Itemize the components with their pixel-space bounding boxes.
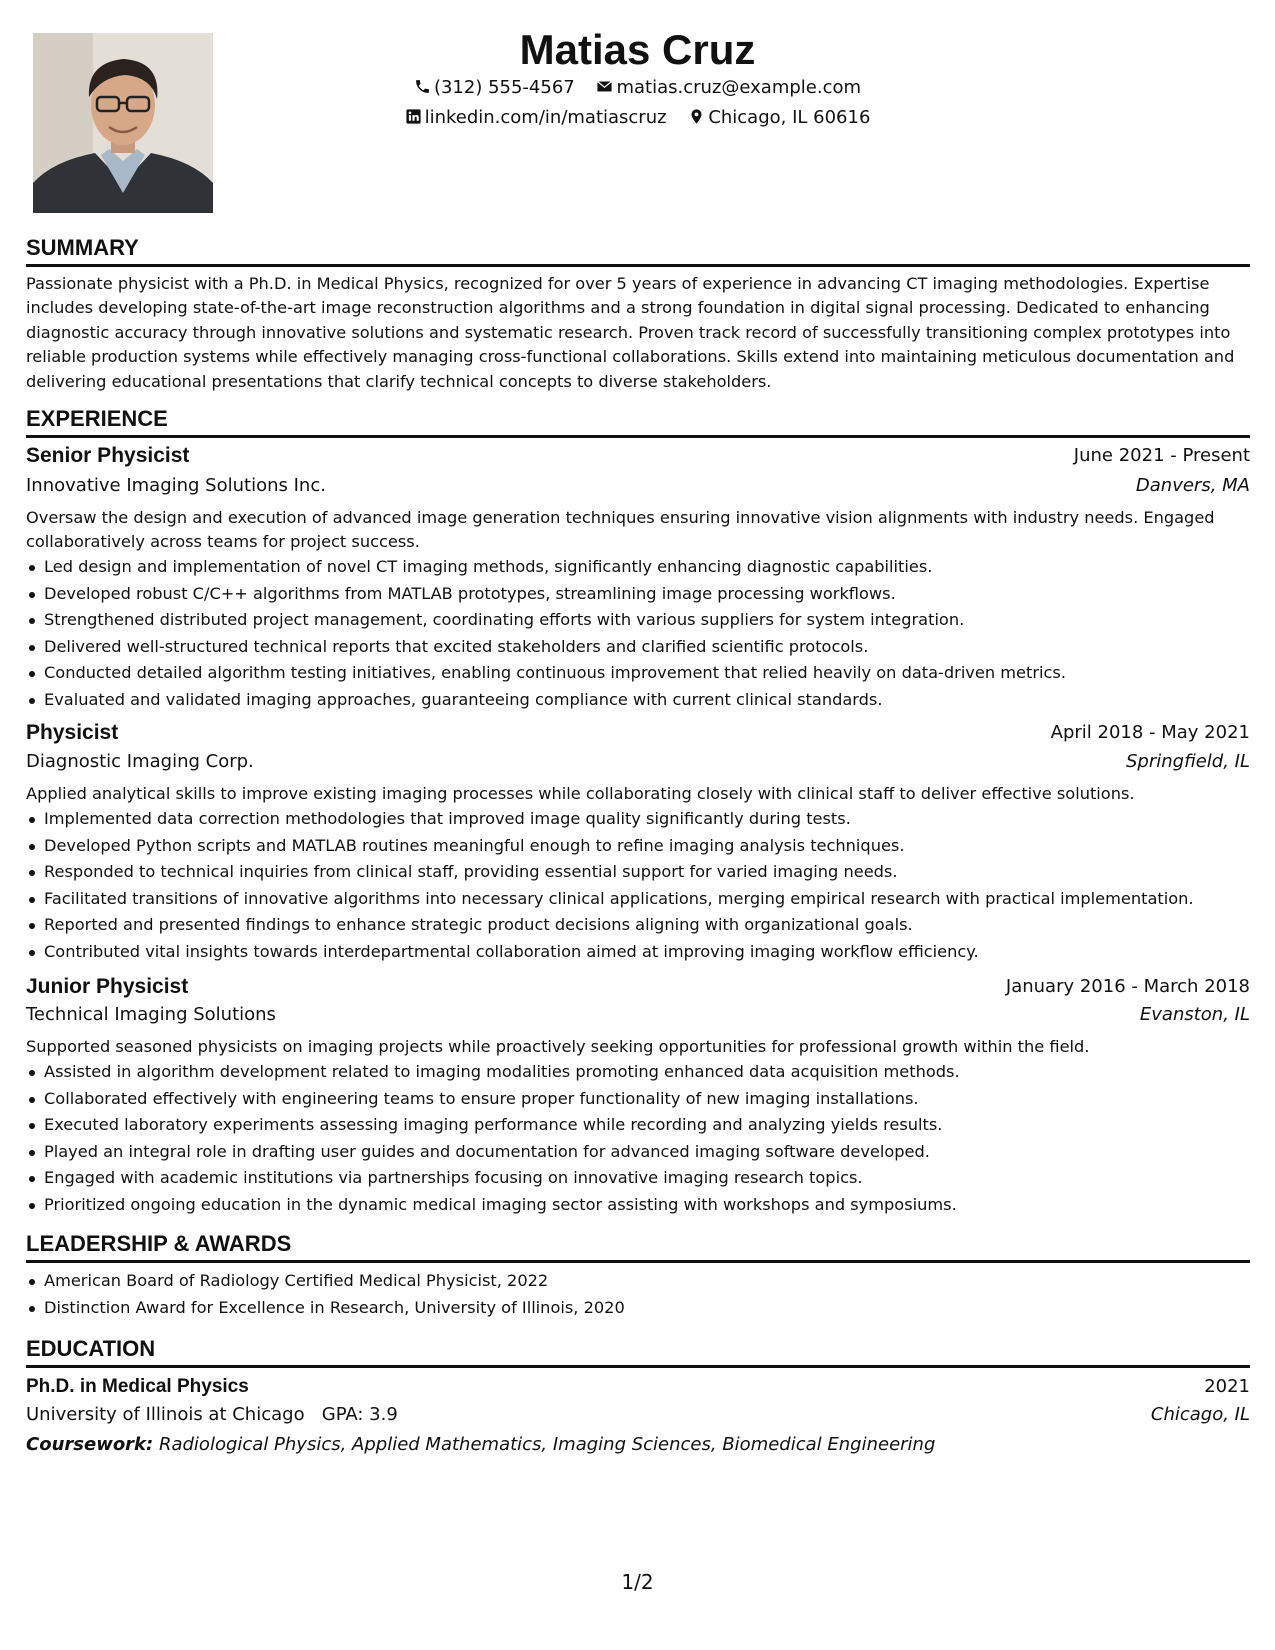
education-heading: EDUCATION [26, 1334, 1250, 1368]
education-school-row [26, 1401, 1250, 1431]
coursework [26, 1431, 935, 1459]
list-item: Implemented data correction methodologies that improved image quality significantly during tests. [26, 806, 1254, 833]
list-item: Conducted detailed algorithm testing initiatives, enabling continuous improvement that relied heavily on data-driven metrics. [26, 660, 1254, 687]
experience-heading: EXPERIENCE [26, 404, 1250, 438]
job-title: Physicist [26, 721, 119, 744]
coursework-list: Radiological Physics, Applied Mathematics, Imaging Sciences, Biomedical Engineering [158, 1434, 936, 1455]
awards-list [26, 1268, 1254, 1321]
job-company: Innovative Imaging Solutions Inc. [26, 475, 326, 496]
list-item: Contributed vital insights towards interdepartmental collaboration aimed at improving imaging workflow efficiency. [26, 939, 1254, 966]
location-text: Chicago, IL 60616 [708, 107, 871, 128]
job-company-row [26, 748, 1250, 778]
list-item: Developed robust C/C++ algorithms from MATLAB prototypes, streamlining image processing workflows. [26, 581, 1254, 608]
envelope-icon [596, 78, 613, 95]
list-item: Developed Python scripts and MATLAB routines meaningful enough to refine imaging analysis techniques. [26, 833, 1254, 860]
list-item: Distinction Award for Excellence in Research, University of Illinois, 2020 [26, 1295, 1254, 1322]
job-dates: January 2016 - March 2018 [1005, 976, 1250, 997]
list-item: Engaged with academic institutions via partnerships focusing on innovative imaging research topics. [26, 1165, 1254, 1192]
job-title: Junior Physicist [26, 975, 189, 998]
job-location: Evanston, IL [1139, 1004, 1250, 1025]
job-location: Danvers, MA [1135, 475, 1250, 496]
list-item: Reported and presented findings to enhance strategic product decisions aligning with organizational goals. [26, 912, 1254, 939]
summary-text: Passionate physicist with a Ph.D. in Medical Physics, recognized for over 5 years of experience in advancing CT imaging methodologies. Expertise includes developing state-of-the-art image reconstruction algorithms and a strong foundation in digital signal processing. Dedicated to enhancing diagnostic accuracy through innovative solutions and systematic research. Proven track record of successfully transitioning complex prototypes into reliable production systems while effectively managing cross-functional collaborations. Skills extend into maintaining meticulous documentation and delivering educational presentations that clarify technical concepts to diverse stakeholders. [26, 274, 1235, 391]
list-item: Evaluated and validated imaging approaches, guaranteeing compliance with current clinical standards. [26, 687, 1254, 714]
school-name: University of Illinois at Chicago [26, 1404, 305, 1425]
linkedin-icon [405, 108, 422, 125]
list-item: Prioritized ongoing education in the dynamic medical imaging sector assisting with workshops and symposiums. [26, 1192, 1254, 1219]
location-contact [688, 105, 870, 131]
list-item: Delivered well-structured technical reports that excited stakeholders and clarified scientific protocols. [26, 634, 1254, 661]
job-company: Technical Imaging Solutions [26, 1004, 276, 1025]
job-header [26, 718, 1250, 748]
job-bullets [26, 806, 1254, 965]
job-description: Supported seasoned physicists on imaging projects while proactively seeking opportunities for professional growth within the field. [26, 1037, 1090, 1056]
job-header [26, 972, 1250, 1002]
school-location: Chicago, IL [1150, 1404, 1250, 1425]
job-bullets [26, 1059, 1254, 1218]
education-header [26, 1372, 1250, 1402]
job-title: Senior Physicist [26, 444, 190, 467]
job-description: Oversaw the design and execution of advanced image generation techniques ensuring innovative vision alignments with industry needs. Engaged collaboratively across teams for project success. [26, 508, 1215, 552]
job-company-row [26, 1001, 1250, 1031]
list-item: American Board of Radiology Certified Medical Physicist, 2022 [26, 1268, 1254, 1295]
list-item: Strengthened distributed project management, coordinating efforts with various suppliers for system integration. [26, 607, 1254, 634]
page-number: 1/2 [621, 1570, 654, 1594]
email-text: matias.cruz@example.com [616, 77, 862, 98]
coursework-label: Coursework: [26, 1434, 154, 1455]
list-item: Executed laboratory experiments assessing imaging performance while recording and analyzing yields results. [26, 1112, 1254, 1139]
contact-line-1 [0, 75, 1275, 101]
job-location: Springfield, IL [1126, 751, 1250, 772]
linkedin-contact[interactable] [405, 105, 667, 131]
job-bullets [26, 554, 1254, 713]
map-pin-icon [688, 108, 705, 125]
contact-line-2 [0, 105, 1275, 131]
phone-icon [414, 78, 431, 95]
job-dates: April 2018 - May 2021 [1050, 722, 1250, 743]
job-dates: June 2021 - Present [1073, 445, 1250, 466]
phone-text: (312) 555-4567 [433, 77, 575, 98]
job-company-row [26, 472, 1250, 502]
job-header [26, 441, 1250, 471]
summary-heading: SUMMARY [26, 233, 1250, 267]
candidate-name: Matias Cruz [519, 26, 756, 73]
list-item: Assisted in algorithm development related to imaging modalities promoting enhanced data acquisition methods. [26, 1059, 1254, 1086]
phone-contact[interactable] [414, 75, 575, 101]
list-item: Played an integral role in drafting user guides and documentation for advanced imaging software developed. [26, 1139, 1254, 1166]
linkedin-text: linkedin.com/in/matiascruz [424, 107, 667, 128]
job-description: Applied analytical skills to improve existing imaging processes while collaborating closely with clinical staff to deliver effective solutions. [26, 784, 1135, 803]
awards-heading: LEADERSHIP & AWARDS [26, 1229, 1250, 1263]
list-item: Collaborated effectively with engineering teams to ensure proper functionality of new imaging installations. [26, 1086, 1254, 1113]
list-item: Responded to technical inquiries from clinical staff, providing essential support for varied imaging needs. [26, 859, 1254, 886]
gpa: GPA: 3.9 [321, 1404, 398, 1425]
list-item: Facilitated transitions of innovative algorithms into necessary clinical applications, merging empirical research with practical implementation. [26, 886, 1254, 913]
email-contact[interactable] [596, 75, 861, 101]
degree: Ph.D. in Medical Physics [26, 1376, 249, 1397]
school-gpa [26, 1401, 398, 1429]
graduation-year: 2021 [1204, 1376, 1250, 1397]
list-item: Led design and implementation of novel CT imaging methods, significantly enhancing diagnostic capabilities. [26, 554, 1254, 581]
job-company: Diagnostic Imaging Corp. [26, 751, 254, 772]
